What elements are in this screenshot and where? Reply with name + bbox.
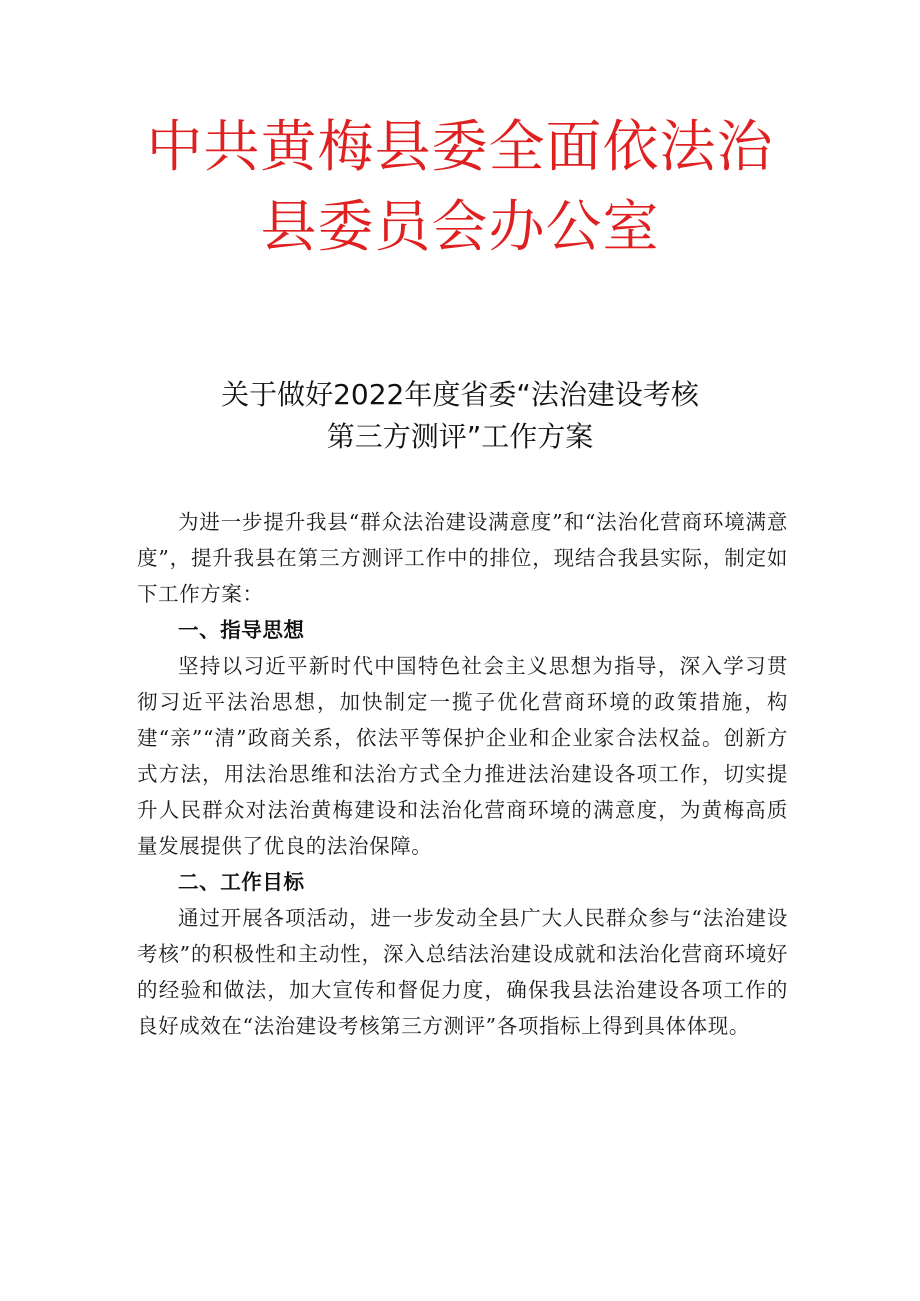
section-paragraph-guiding-thought: 坚持以习近平新时代中国特色社会主义思想为指导，深入学习贯彻习近平法治思想，加快制定一揽子优化营商环境的政策措施，构建“亲”“清”政商关系，依法平等保护企业和企业家合法权益。创新方式方法，用法治思维和法治方式全力推进法治建设各项工作，切实提升人民群众对法治黄梅建设和法治化营商环境的满意度，为黄梅高质量发展提供了优良的法治保障。: [137, 654, 788, 858]
header-line-2: 县委员会办公室: [260, 195, 660, 260]
section-paragraph-work-goals: 通过开展各项活动，进一步发动全县广大人民群众参与“法治建设考核”的积极性和主动性，深入总结法治建设成就和法治化营商环境好的经验和做法，加大宣传和督促力度，确保我县法治建设各项工作的良好成效在“法治建设考核第三方测评”各项指标上得到具体体现。: [137, 906, 788, 1038]
title-line-1: 关于做好2022年度省委“法治建设考核: [221, 378, 699, 411]
header-line-1: 中共黄梅县委全面依法治: [146, 115, 774, 180]
section-heading-work-goals: 二、工作目标: [178, 870, 305, 894]
title-line-2: 第三方测评”工作方案: [326, 420, 594, 453]
intro-paragraph: 为进一步提升我县“群众法治建设满意度”和“法治化营商环境满意度”，提升我县在第三方测评工作中的排位，现结合我县实际，制定如下工作方案：: [137, 510, 788, 606]
issuing-office-header: [0, 108, 920, 268]
document-body: [137, 504, 788, 1044]
section-heading-guiding-thought: 一、指导思想: [178, 618, 305, 642]
document-title: [0, 374, 920, 458]
